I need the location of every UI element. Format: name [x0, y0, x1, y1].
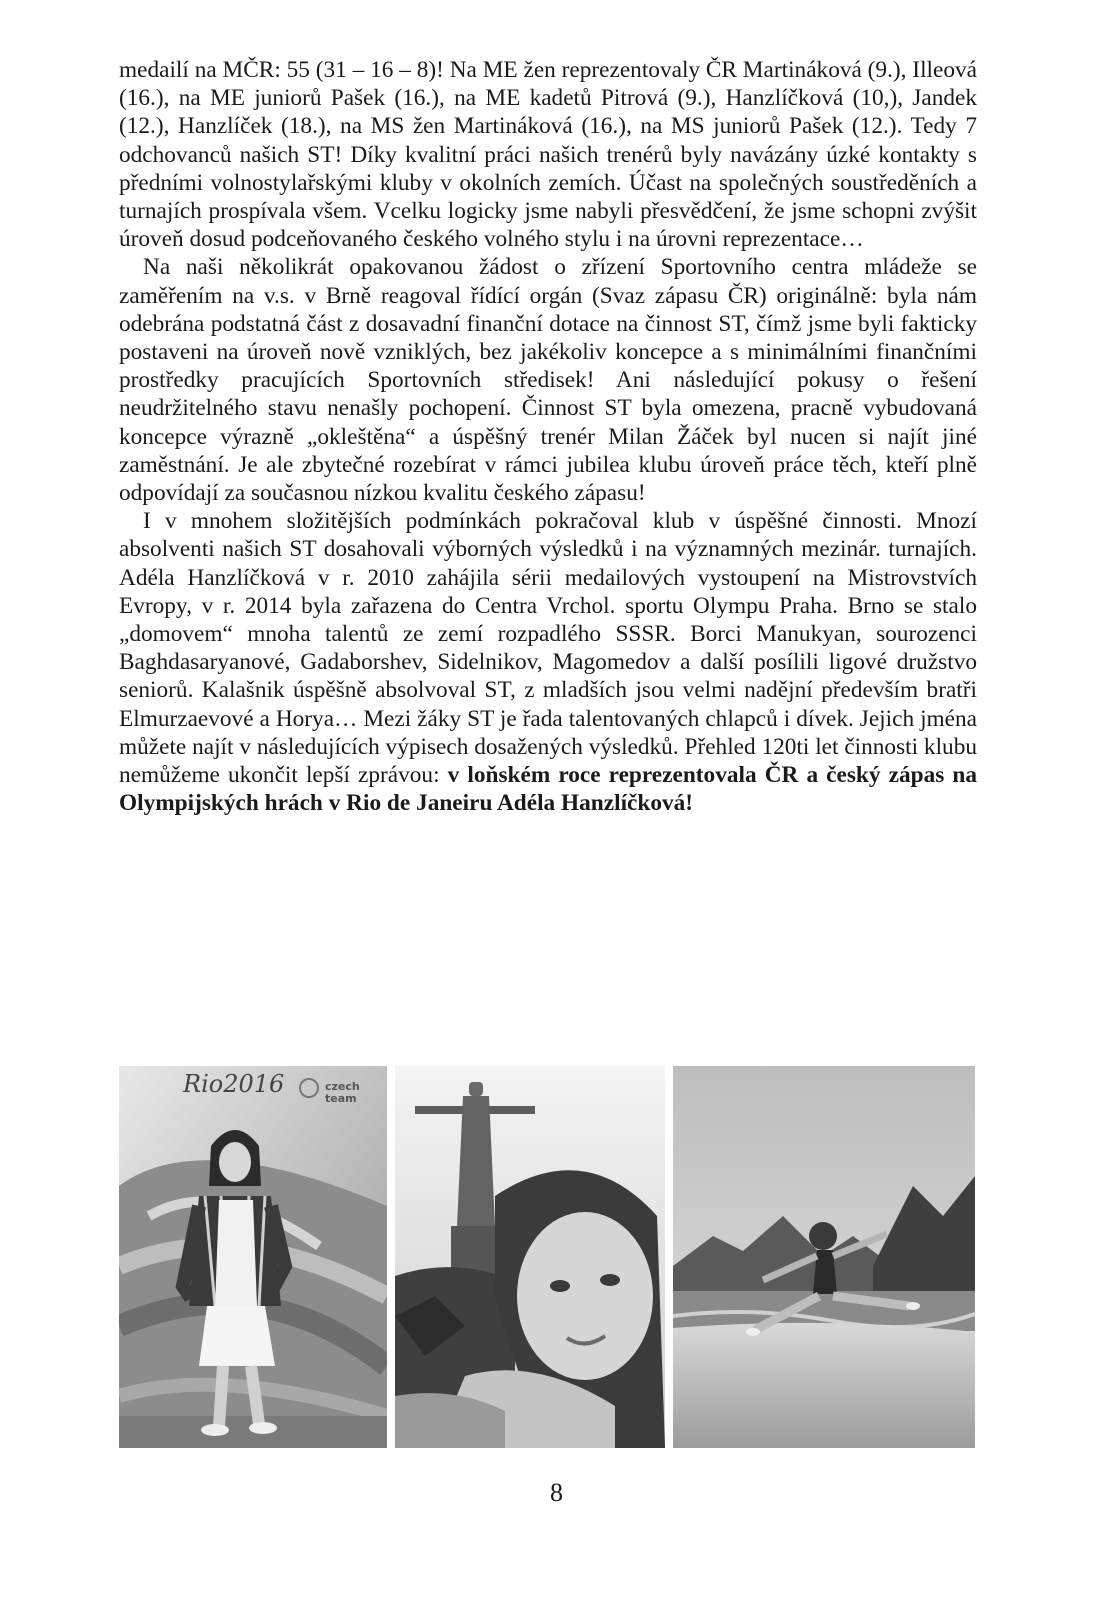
- czech-team-badge-line1: czech: [325, 1080, 360, 1093]
- article-text: [119, 56, 977, 817]
- photo-strip: [119, 1066, 975, 1448]
- czech-team-badge-line2: team: [325, 1092, 357, 1105]
- photo-beach-jump: [673, 1066, 975, 1448]
- paragraph-2: Na naši několikrát opakovanou žádost o zřízení Sportovního centra mládeže se zaměřením na v.s. v Brně reagoval řídící orgán (Svaz zápasu ČR) originálně: byla nám odebrána podstatná část z dosavadní finanční dotace na činnost ST, čímž jsme byli fakticky postaveni na úroveň nově vzniklých, bez jakékoliv koncepce a s minimálními finančními prostředky pracujících Sportovních středisek! Ani následující pokusy o řešení neudržitelného stavu nenašly pochopení. Činnost ST byla omezena, pracně vybudovaná koncepce výrazně „okleštěna“ a úspěšný trenér Milan Žáček byl nucen si najít jiné zaměstnání. Je ale zbytečné rozebírat v rámci jubilea klubu úroveň práce těch, kteří plně odpovídají za současnou nízkou kvalitu českého zápasu!: [119, 254, 977, 507]
- photo-selfie-christ-redeemer: [395, 1066, 665, 1448]
- paragraph-3: [119, 507, 977, 817]
- photo-athlete-rio-wall: [119, 1066, 387, 1448]
- page-number: 8: [550, 1478, 563, 1507]
- paragraph-3-bold: v loňském roce reprezentovala ČR a český zápas na Olympijských hrách v Rio de Janeiru Adéla Hanzlíčková!: [119, 762, 977, 817]
- rio2016-logo: Rio2016: [183, 1070, 285, 1098]
- paragraph-3-text: I v mnohem složitějších podmínkách pokračoval klub v úspěšné činnosti. Mnozí absolventi našich ST dosahovali výborných výsledků i na významných mezinár. turnajích. Adéla Hanzlíčková v r. 2010 zahájila sérii medailových vystoupení na Mistrovstvích Evropy, v r. 2014 byla zařazena do Centra Vrchol. sportu Olympu Praha. Brno se stalo „domovem“ mnoha talentů ze zemí rozpadlého SSSR. Borci Manukyan, sourozenci Baghdasaryanové, Gadaborshev, Sidelnikov, Magomedov a další posílili ligové družstvo seniorů. Kalašnik úspěšně absolvoval ST, z mladších jsou velmi nadějní především bratři Elmurzaevové a Horya… Mezi žáky ST je řada talentovaných chlapců i dívek. Jejich jména můžete najít v následujících výpisech dosažených výsledků. Přehled 120ti let činnosti klubu nemůžeme ukončit lepší zprávou:: [119, 508, 977, 789]
- paragraph-1: medailí na MČR: 55 (31 – 16 – 8)! Na ME žen reprezentovaly ČR Martináková (9.), Illeová (16.), na ME juniorů Pašek (16.), na ME kadetů Pitrová (9.), Hanzlíčková (10,), Jandek (12.), Hanzlíček (18.), na MS žen Martináková (16.), na MS juniorů Pašek (12.). Tedy 7 odchovanců našich ST! Díky kvalitní práci našich trenérů byly navázány úzké kontakty s předními volnostylařskými kluby v okolních zemích. Účast na společných soustředěních a turnajích prospívala všem. Vcelku logicky jsme nabyli přesvědčení, že jsme schopni zvýšit úroveň dosud podceňovaného českého volného stylu i na úrovni reprezentace…: [119, 57, 977, 253]
